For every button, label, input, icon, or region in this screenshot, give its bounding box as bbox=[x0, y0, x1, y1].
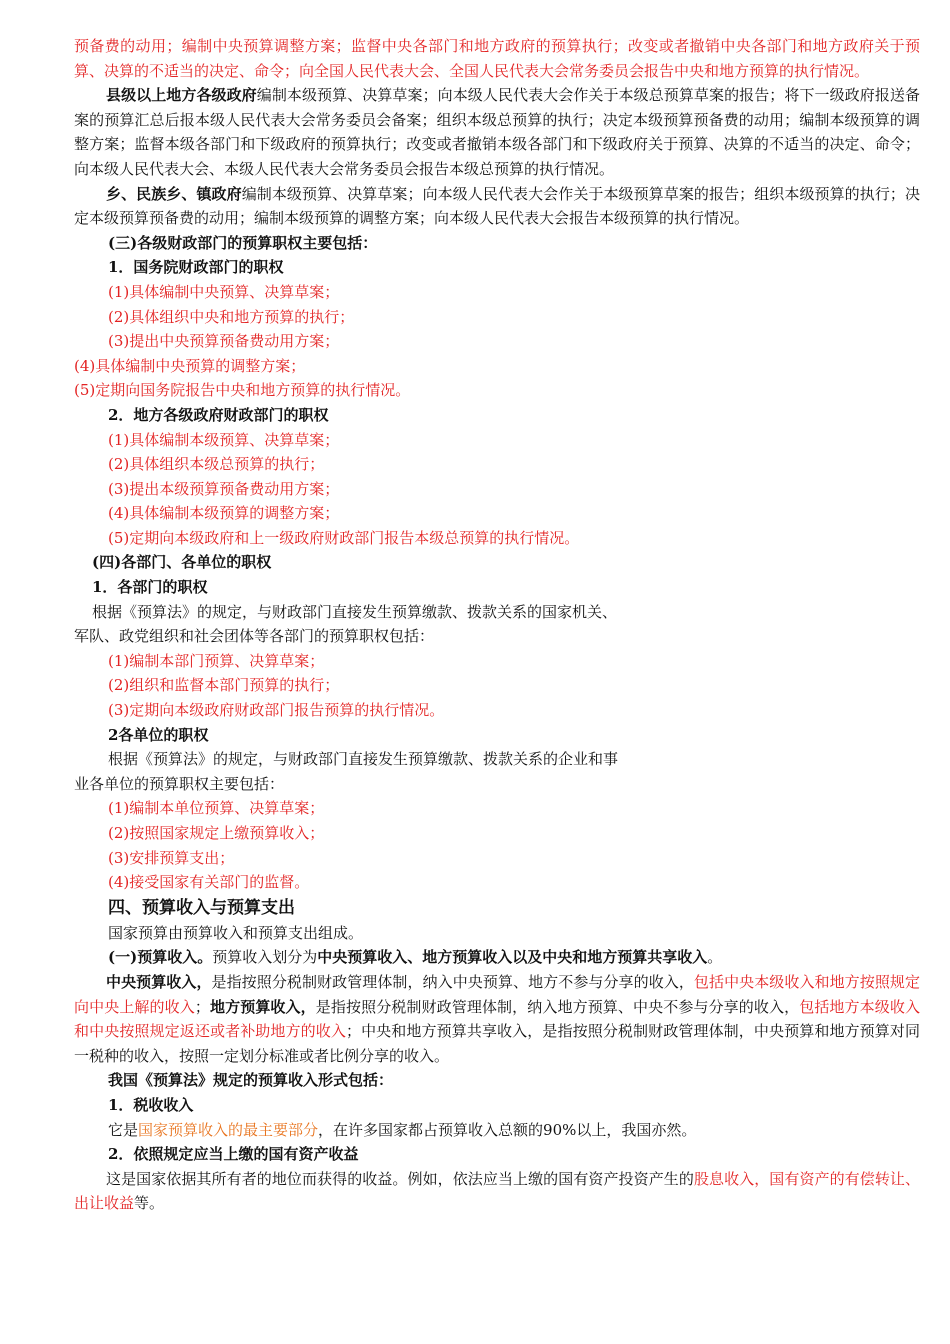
text-run: (三)各级财政部门的预算职权主要包括： bbox=[108, 233, 378, 252]
text-run: 县级以上地方各级政府 bbox=[106, 86, 257, 105]
list-item bbox=[74, 846, 920, 871]
list-item bbox=[74, 354, 920, 379]
text-run: 是指按照分税制财政管理体制，纳入地方预算、中央不参与分享的收入， bbox=[315, 997, 800, 1016]
paragraph-unit-intro bbox=[74, 747, 920, 772]
paragraph-revenue-definitions bbox=[74, 970, 920, 1068]
list-item bbox=[74, 305, 920, 330]
section-heading-revenue-expenditure bbox=[74, 895, 920, 921]
list-item bbox=[74, 428, 920, 453]
subheading-state-council-finance bbox=[74, 255, 920, 280]
list-item bbox=[74, 526, 920, 551]
list-item bbox=[74, 796, 920, 821]
subheading-state-asset-income bbox=[74, 1142, 920, 1167]
text-run: 地方预算收入， bbox=[209, 997, 316, 1016]
text-run: (2)具体组织本级总预算的执行； bbox=[108, 455, 325, 474]
text-run: 1．税收收入 bbox=[108, 1095, 194, 1114]
text-run: 预算收入划分为 bbox=[212, 948, 318, 967]
text-run: 1．各部门的职权 bbox=[92, 578, 208, 597]
text-run: (4)接受国家有关部门的监督。 bbox=[108, 873, 310, 892]
subheading-unit-powers bbox=[74, 723, 920, 748]
text-run: 是指按照分税制财政管理体制，纳入中央预算、地方不参与分享的收入， bbox=[211, 972, 694, 991]
subheading-local-finance bbox=[74, 403, 920, 428]
text-run: 包括地方本级收入和中央按照规定返还或者补助地方的收入 bbox=[74, 997, 920, 1041]
text-run: 国家预算由预算收入和预算支出组成。 bbox=[108, 923, 364, 942]
paragraph-budget-revenue bbox=[74, 945, 920, 970]
text-run: 2．地方各级政府财政部门的职权 bbox=[108, 405, 329, 424]
text-run: (5)定期向本级政府和上一级政府财政部门报告本级总预算的执行情况。 bbox=[108, 528, 580, 547]
text-run: (1)编制本部门预算、决算草案； bbox=[108, 651, 325, 670]
paragraph-department-intro bbox=[74, 600, 920, 625]
paragraph-tax-revenue bbox=[74, 1118, 920, 1143]
list-item bbox=[74, 698, 920, 723]
text-run: (一)预算收入。 bbox=[108, 948, 213, 967]
subheading-department-powers bbox=[74, 575, 920, 600]
paragraph-township-gov-powers bbox=[74, 182, 920, 231]
text-run: (1)编制本单位预算、决算草案； bbox=[108, 799, 325, 818]
text-run: (2)组织和监督本部门预算的执行； bbox=[108, 676, 340, 695]
text-run: 包括中央本级收入和地方按照规定向中央上解的收入 bbox=[74, 972, 920, 1016]
list-item bbox=[74, 673, 920, 698]
text-run: 中央预算收入， bbox=[106, 972, 212, 991]
text-run: 2各单位的职权 bbox=[108, 725, 209, 744]
text-run: 它是 bbox=[108, 1120, 139, 1139]
list-item bbox=[74, 821, 920, 846]
list-item bbox=[74, 870, 920, 895]
list-item bbox=[74, 329, 920, 354]
text-run: 四、预算收入与预算支出 bbox=[108, 897, 295, 918]
text-run: 编制本级预算、决算草案；向本级人民代表大会作关于本级总预算草案的报告；将下一级政府报送备案的预算汇总后报本级人民代表大会常务委员会备案；组织本级总预算的执行；决定本级预算预备费的动用；编制本级预算的调整方案；监督本级各部门和下级政府的预算执行；改变或者撤销本级各部门和下级政府关于预算、决算的不适当的决定、命令；向本级人民代表大会、本级人民代表大会常务委员会报告本级总预算的执行情况。 bbox=[74, 86, 920, 178]
text-run: (3)定期向本级政府财政部门报告预算的执行情况。 bbox=[108, 701, 445, 720]
text-run: ； bbox=[194, 997, 210, 1016]
text-run: 乡、民族乡、镇政府 bbox=[106, 184, 242, 203]
list-item bbox=[74, 477, 920, 502]
text-run: 业各单位的预算职权主要包括： bbox=[74, 774, 285, 793]
text-run: 根据《预算法》的规定，与财政部门直接发生预算缴款、拨款关系的企业和事 bbox=[108, 750, 619, 769]
paragraph-budget-composition bbox=[74, 921, 920, 946]
text-run: 国家预算收入的最主要部分 bbox=[138, 1120, 319, 1139]
list-item bbox=[74, 452, 920, 477]
text-run: 中央预算收入、地方预算收入以及中央和地方预算共享收入 bbox=[317, 948, 708, 967]
text-run: ；中央和地方预算共享收入，是指按照分税制财政管理体制，中央预算和地方预算对同一税种的收入，按照一定划分标准或者比例分享的收入。 bbox=[74, 1022, 920, 1065]
text-run: (3)提出本级预算预备费动用方案； bbox=[108, 479, 340, 498]
text-run: 预备费的动用；编制中央预算调整方案；监督中央各部门和地方政府的预算执行；改变或者撤销中央各部门和地方政府关于预算、决算的不适当的决定、命令；向全国人民代表大会、全国人民代表大会常务委员会报告中央和地方预算的执行情况。 bbox=[74, 37, 920, 80]
paragraph-department-intro-cont bbox=[74, 624, 920, 649]
text-run: (3)提出中央预算预备费动用方案； bbox=[108, 332, 340, 351]
text-run: ，在许多国家都占预算收入总额的90%以上，我国亦然。 bbox=[318, 1120, 697, 1139]
subheading-tax-revenue bbox=[74, 1093, 920, 1118]
paragraph-central-gov-powers-cont bbox=[74, 34, 920, 83]
text-run: 编制本级预算、决算草案；向本级人民代表大会作关于本级预算草案的报告；组织本级预算的执行；决定本级预算预备费的动用；编制本级预算的调整方案；向本级人民代表大会报告本级预算的执行情况。 bbox=[74, 184, 920, 228]
list-item bbox=[74, 378, 920, 403]
text-run: (1)具体编制中央预算、决算草案； bbox=[108, 282, 340, 301]
section-heading-departments-units bbox=[74, 550, 920, 575]
text-run: (4)具体编制中央预算的调整方案； bbox=[74, 356, 306, 375]
list-item bbox=[74, 649, 920, 674]
list-item bbox=[74, 501, 920, 526]
text-run: (2)具体组织中央和地方预算的执行； bbox=[108, 307, 355, 326]
text-run: (5)定期向国务院报告中央和地方预算的执行情况。 bbox=[74, 381, 411, 400]
text-run: 根据《预算法》的规定，与财政部门直接发生预算缴款、拨款关系的国家机关、 bbox=[92, 602, 618, 621]
text-run: (1)具体编制本级预算、决算草案； bbox=[108, 430, 340, 449]
text-run: 我国《预算法》规定的预算收入形式包括： bbox=[108, 1071, 394, 1090]
text-run: 1．国务院财政部门的职权 bbox=[108, 258, 284, 277]
text-run: 股息收入，国有资产的有偿转让、出让收益 bbox=[74, 1169, 920, 1213]
list-item bbox=[74, 280, 920, 305]
text-run: 这是国家依据其所有者的地位而获得的收益。例如，依法应当上缴的国有资产投资产生的 bbox=[106, 1169, 694, 1188]
paragraph-county-gov-powers bbox=[74, 83, 920, 181]
paragraph-unit-intro-cont bbox=[74, 772, 920, 797]
text-run: 等。 bbox=[134, 1194, 165, 1213]
text-run: 2．依照规定应当上缴的国有资产收益 bbox=[108, 1145, 359, 1164]
subheading-revenue-forms bbox=[74, 1068, 920, 1093]
text-run: (4)具体编制本级预算的调整方案； bbox=[108, 504, 340, 523]
paragraph-state-asset-income bbox=[74, 1167, 920, 1216]
text-run: 。 bbox=[707, 948, 723, 967]
text-run: (2)按照国家规定上缴预算收入； bbox=[108, 824, 325, 842]
section-heading-finance-dept bbox=[74, 231, 920, 256]
text-run: (四)各部门、各单位的职权 bbox=[92, 553, 272, 572]
text-run: (3)安排预算支出； bbox=[108, 848, 235, 867]
text-run: 军队、政党组织和社会团体等各部门的预算职权包括： bbox=[74, 627, 435, 646]
